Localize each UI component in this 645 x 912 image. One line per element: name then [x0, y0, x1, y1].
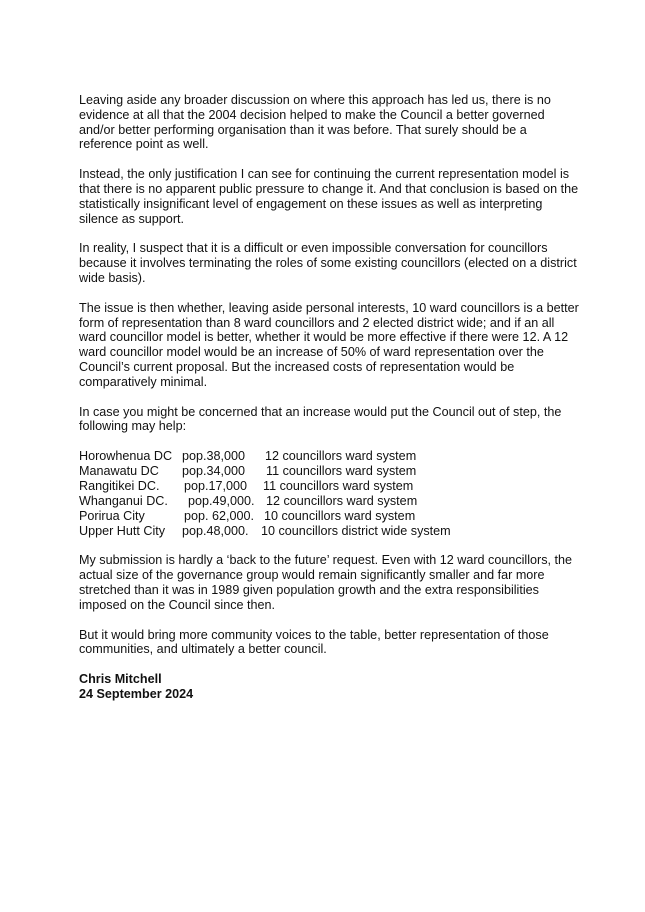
- council-name: Manawatu DC: [79, 464, 159, 479]
- council-population: pop.34,000: [182, 464, 246, 479]
- council-system: 11 councillors ward system: [263, 478, 414, 493]
- council-row: [79, 524, 579, 539]
- paragraph-justification: Instead, the only justification I can see for continuing the current representation model is that there is no apparent public pressure to change it. And that conclusion is based on the statistically insignificant level of engagement on these issues as well as interpreting silence as support.: [79, 167, 579, 226]
- signature-name: Chris Mitchell: [79, 672, 162, 687]
- signature-date: 24 September 2024: [79, 687, 194, 702]
- paragraph-comparison-intro: In case you might be concerned that an increase would put the Council out of step, the following may help:: [79, 404, 562, 434]
- council-population: pop.38,000: [182, 449, 246, 464]
- council-name: Rangitikei DC.: [79, 478, 160, 493]
- document-page: [79, 93, 579, 702]
- council-system: 10 councillors district wide system: [261, 523, 451, 538]
- council-row: [79, 479, 579, 494]
- council-comparison-list: [79, 449, 579, 538]
- council-system: 12 councillors ward system: [266, 493, 418, 508]
- council-name: Porirua City: [79, 508, 145, 523]
- paragraph-conclusion: But it would bring more community voices to the table, better representation of those communities, and ultimately a better council.: [79, 627, 549, 657]
- council-row: [79, 509, 579, 524]
- council-name: Horowhenua DC: [79, 449, 173, 464]
- council-name: Upper Hutt City: [79, 523, 166, 538]
- paragraph-issue: The issue is then whether, leaving aside personal interests, 10 ward councillors is a better form of representation than 8 ward councillors and 2 elected district wide; and if an all ward councillor model is better, whether it would be more effective if there were 12. A 12 ward councillor model would be an increase of 50% of ward representation over the Council’s current proposal. But the increased costs of representation would be comparatively minimal.: [79, 300, 579, 389]
- paragraph-evidence: Leaving aside any broader discussion on where this approach has led us, there is no evidence at all that the 2004 decision helped to make the Council a better governed and/or better performing organisation than it was before. That surely should be a reference point as well.: [79, 93, 551, 152]
- council-system: 12 councillors ward system: [265, 449, 417, 464]
- council-population: pop. 62,000.: [184, 508, 255, 523]
- paragraph-reality: In reality, I suspect that it is a difficult or even impossible conversation for councillors because it involves terminating the roles of some existing councillors (elected on a district wide basis).: [79, 241, 577, 285]
- council-row: [79, 494, 579, 509]
- council-system: 10 councillors ward system: [264, 508, 416, 523]
- council-system: 11 councillors ward system: [266, 464, 417, 479]
- council-population: pop.17,000: [184, 478, 248, 493]
- council-population: pop.48,000.: [182, 523, 249, 538]
- council-row: [79, 449, 579, 464]
- council-row: [79, 464, 579, 479]
- council-name: Whanganui DC.: [79, 493, 168, 508]
- council-population: pop.49,000.: [188, 493, 255, 508]
- paragraph-submission: My submission is hardly a ‘back to the future’ request. Even with 12 ward councillors, the actual size of the governance group would remain significantly smaller and far more stretched than it was in 1989 given population growth and the extra responsibilities imposed on the Council since then.: [79, 553, 573, 612]
